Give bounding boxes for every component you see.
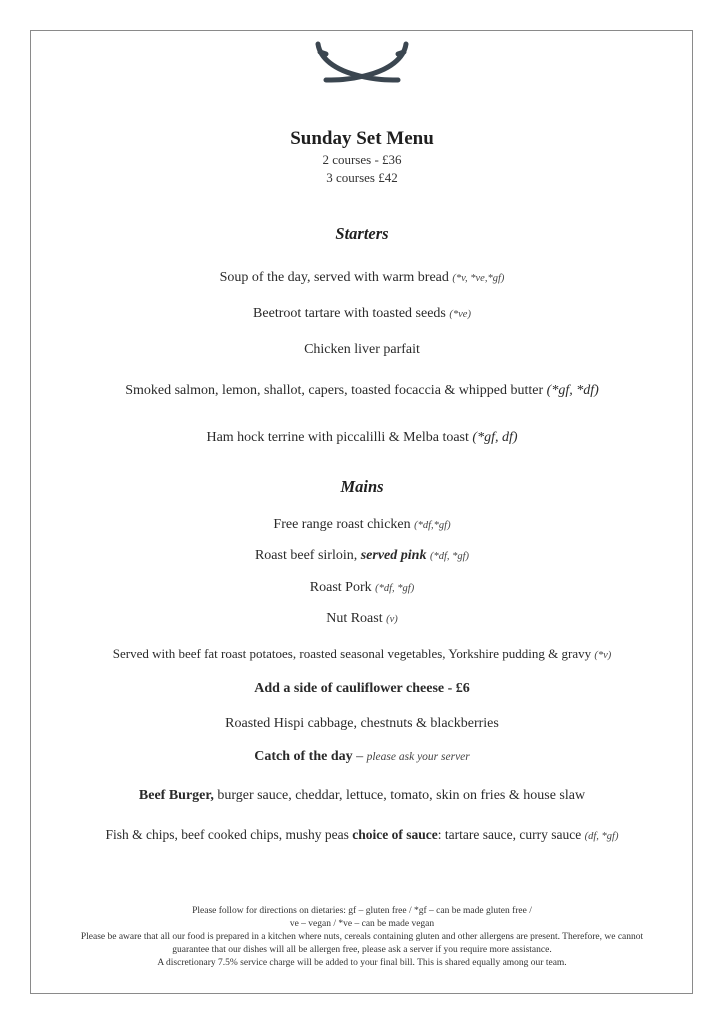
item-name: Ham hock terrine with piccalilli & Melba toast (206, 430, 469, 445)
item-name: Soup of the day, served with warm bread (219, 270, 449, 285)
starter-soup (0, 270, 724, 286)
dietary-note: (*gf, *df) (546, 383, 599, 398)
main-hispi-cabbage: Roasted Hispi cabbage, chestnuts & blackberries (225, 716, 499, 731)
main-pork (0, 580, 724, 596)
side-cauliflower-cheese: Add a side of cauliflower cheese - £6 (254, 681, 470, 696)
starters-heading: Starters (335, 224, 389, 243)
main-chicken (0, 517, 724, 533)
item-name: Nut Roast (326, 611, 383, 626)
item-name: Free range roast chicken (273, 517, 411, 532)
mains-served-with (0, 646, 724, 662)
item-name: Catch of the day (254, 749, 353, 764)
main-beef-burger (0, 788, 724, 804)
main-beef (0, 548, 724, 564)
item-name: Beetroot tartare with toasted seeds (253, 306, 446, 321)
starter-beetroot (0, 306, 724, 322)
item-emphasis: choice of sauce (352, 827, 438, 842)
item-name: Roast Pork (309, 580, 372, 595)
main-nut-roast (0, 611, 724, 627)
item-description: : tartare sauce, curry sauce (437, 827, 582, 842)
dietary-note: (*gf, df) (472, 430, 518, 445)
menu-title: Sunday Set Menu (290, 128, 434, 149)
mains-heading: Mains (340, 477, 384, 496)
item-name: Roast beef sirloin, (254, 548, 358, 563)
dietary-note: (df, *gf) (584, 831, 619, 842)
dietary-note: (*df,*gf) (414, 520, 451, 531)
footer-dietary-1: Please follow for directions on dietaries: gf – gluten free / *gf – can be made gluten free / (192, 906, 532, 916)
price-three-courses: 3 courses £42 (326, 170, 398, 185)
starter-ham-hock (0, 430, 724, 446)
dietary-note: (v) (386, 614, 398, 625)
dietary-note: (*v) (594, 650, 612, 661)
main-catch-of-day (0, 749, 724, 765)
starter-salmon (0, 383, 724, 399)
item-name: Served with beef fat roast potatoes, roasted seasonal vegetables, Yorkshire pudding & gravy (112, 646, 592, 661)
dash: – (356, 749, 364, 764)
dietary-note: (*df, *gf) (375, 583, 415, 594)
price-two-courses: 2 courses - £36 (322, 152, 402, 167)
dietary-note: (*v, *ve,*gf) (452, 273, 505, 284)
footer-dietary-2: ve – vegan / *ve – can be made vegan (289, 919, 435, 929)
item-name: Beef Burger, (138, 788, 214, 803)
main-fish-chips (0, 827, 724, 843)
footer-allergen-1: Please be aware that all our food is prepared in a kitchen where nuts, cereals containing gluten and other allergens are present. Therefore, we cannot (80, 932, 644, 942)
item-emphasis: served pink (360, 548, 427, 563)
footer-allergen-2: guarantee that our dishes will all be allergen free, please ask a server if you require more assistance. (172, 945, 552, 955)
item-name: Fish & chips, beef cooked chips, mushy peas (105, 827, 349, 842)
footer-service-charge: A discretionary 7.5% service charge will be added to your final bill. This is shared equally among our team. (157, 958, 567, 968)
item-note: please ask your server (366, 751, 470, 763)
item-description: burger sauce, cheddar, lettuce, tomato, skin on fries & house slaw (217, 788, 586, 803)
dietary-note: (*ve) (449, 309, 471, 320)
item-name: Chicken liver parfait (304, 342, 420, 357)
antler-logo-icon (312, 40, 412, 86)
starter-parfait (0, 342, 724, 358)
item-name: Smoked salmon, lemon, shallot, capers, toasted focaccia & whipped butter (125, 383, 544, 398)
dietary-note: (*df, *gf) (429, 551, 470, 562)
